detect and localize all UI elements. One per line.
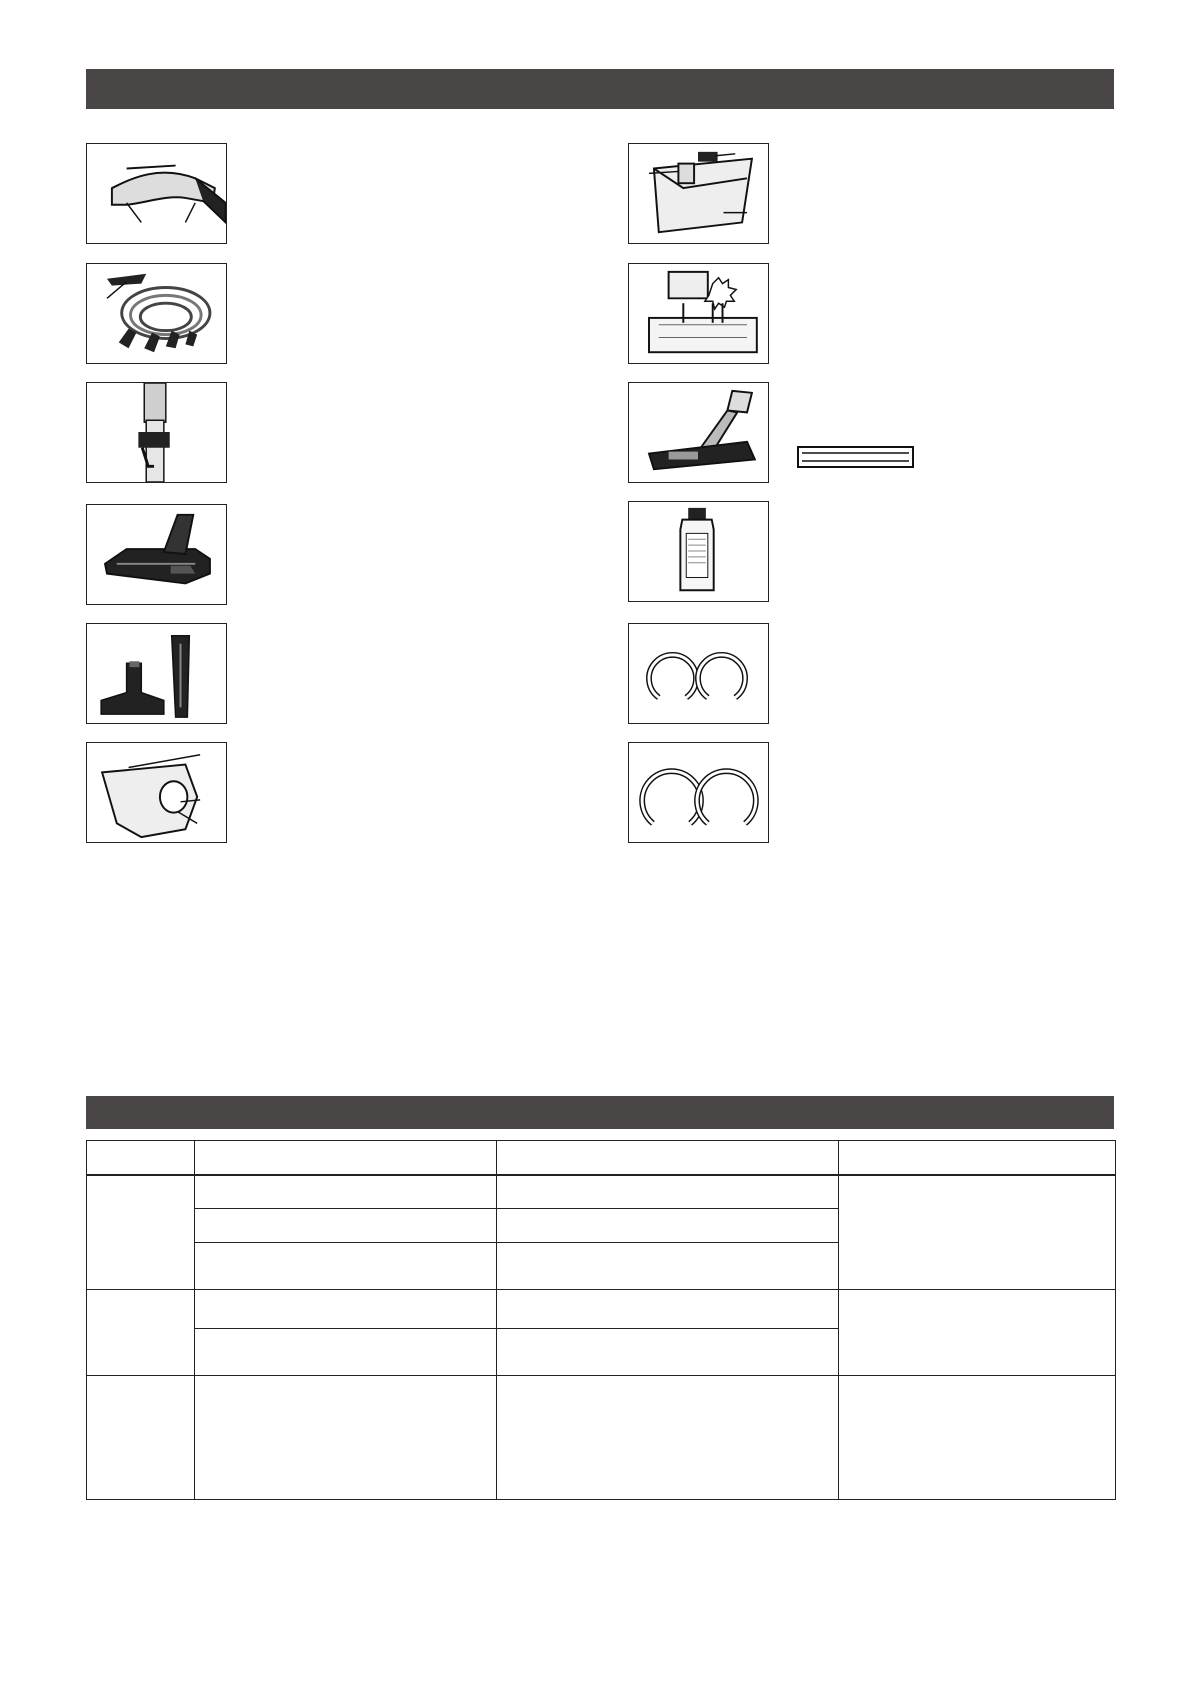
table-cell: [195, 1376, 497, 1500]
table-cell: [195, 1243, 497, 1290]
troubleshooting-header-bar: [86, 1096, 1114, 1129]
table-row: [87, 1290, 1116, 1329]
table-cell: [497, 1329, 839, 1376]
handpiece-icon: [86, 143, 227, 244]
table-row: [87, 1376, 1116, 1500]
table-cell: [195, 1141, 497, 1175]
table-cell: [839, 1141, 1116, 1175]
table-cell: [195, 1209, 497, 1243]
table-cell: [497, 1175, 839, 1209]
detergent-bottle-icon: [628, 501, 769, 602]
table-cell: [195, 1329, 497, 1376]
filter-cartridge-icon: [628, 263, 769, 364]
table-cell: [839, 1175, 1116, 1290]
table-row: [87, 1175, 1116, 1209]
table-cell: [195, 1175, 497, 1209]
water-tank-icon: [628, 143, 769, 244]
hose-clips-large-icon: [628, 742, 769, 843]
table-cell: [87, 1141, 195, 1175]
hose-clips-small-icon: [628, 623, 769, 724]
table-header-row: [87, 1141, 1116, 1175]
troubleshooting-table: [86, 1140, 1116, 1500]
floor-nozzle-icon: [86, 504, 227, 605]
upholstery-crevice-nozzle-icon: [86, 623, 227, 724]
dust-bag-icon: [86, 742, 227, 843]
table-cell: [497, 1141, 839, 1175]
table-cell: [87, 1290, 195, 1376]
table-cell: [87, 1175, 195, 1290]
extension-tube-icon: [86, 382, 227, 483]
table-cell: [839, 1376, 1116, 1500]
table-cell: [497, 1243, 839, 1290]
table-cell: [195, 1290, 497, 1329]
hose-cable-icon: [86, 263, 227, 364]
table-cell: [87, 1376, 195, 1500]
table-cell: [839, 1290, 1116, 1376]
window-squeegee-blade-icon: [797, 442, 914, 472]
table-cell: [497, 1209, 839, 1243]
table-cell: [497, 1290, 839, 1329]
accessories-header-bar: [86, 69, 1114, 109]
window-nozzle-icon: [628, 382, 769, 483]
table-cell: [497, 1376, 839, 1500]
